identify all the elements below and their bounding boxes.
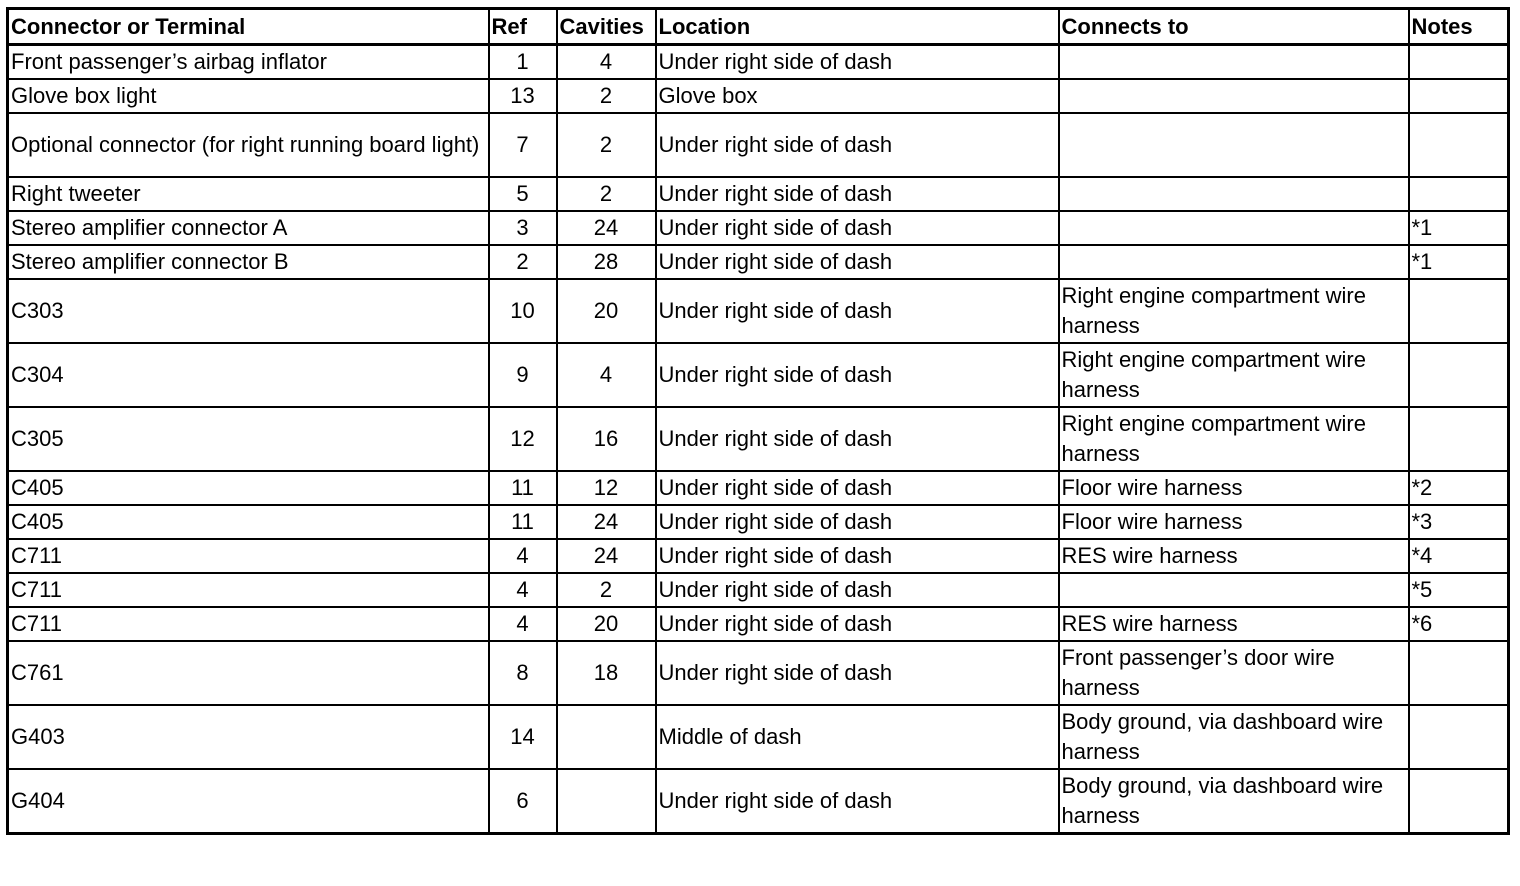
table-row bbox=[8, 343, 1509, 407]
cell-connector: Optional connector (for right running board light) bbox=[8, 113, 489, 177]
cell-location: Under right side of dash bbox=[656, 245, 1059, 279]
table-row bbox=[8, 607, 1509, 641]
table-row bbox=[8, 279, 1509, 343]
cell-connects-to bbox=[1059, 79, 1409, 113]
cell-cavities: 18 bbox=[557, 641, 656, 705]
cell-connector: C711 bbox=[8, 573, 489, 607]
cell-connects-to: Body ground, via dashboard wire harness bbox=[1059, 769, 1409, 834]
cell-notes bbox=[1409, 45, 1509, 80]
table-row bbox=[8, 407, 1509, 471]
cell-cavities: 20 bbox=[557, 279, 656, 343]
cell-cavities: 4 bbox=[557, 45, 656, 80]
cell-connects-to bbox=[1059, 211, 1409, 245]
table-body bbox=[8, 45, 1509, 834]
table-row bbox=[8, 641, 1509, 705]
cell-connector: C303 bbox=[8, 279, 489, 343]
cell-notes: *1 bbox=[1409, 211, 1509, 245]
cell-location: Under right side of dash bbox=[656, 343, 1059, 407]
cell-ref: 5 bbox=[489, 177, 557, 211]
cell-location: Under right side of dash bbox=[656, 769, 1059, 834]
cell-cavities: 24 bbox=[557, 539, 656, 573]
cell-connector: C304 bbox=[8, 343, 489, 407]
cell-connects-to: Right engine compartment wire harness bbox=[1059, 407, 1409, 471]
cell-notes: *2 bbox=[1409, 471, 1509, 505]
table-row bbox=[8, 79, 1509, 113]
cell-location: Under right side of dash bbox=[656, 641, 1059, 705]
cell-notes bbox=[1409, 177, 1509, 211]
table-row bbox=[8, 211, 1509, 245]
cell-ref: 3 bbox=[489, 211, 557, 245]
cell-connector: C711 bbox=[8, 539, 489, 573]
connector-table bbox=[6, 7, 1510, 835]
cell-location: Under right side of dash bbox=[656, 607, 1059, 641]
cell-cavities: 24 bbox=[557, 211, 656, 245]
cell-connector: C405 bbox=[8, 505, 489, 539]
cell-connects-to bbox=[1059, 177, 1409, 211]
cell-location: Under right side of dash bbox=[656, 505, 1059, 539]
cell-notes bbox=[1409, 343, 1509, 407]
table-row bbox=[8, 177, 1509, 211]
table-row bbox=[8, 573, 1509, 607]
cell-connector: Glove box light bbox=[8, 79, 489, 113]
cell-ref: 4 bbox=[489, 539, 557, 573]
table-header bbox=[8, 9, 1509, 45]
cell-cavities: 16 bbox=[557, 407, 656, 471]
cell-notes bbox=[1409, 641, 1509, 705]
cell-ref: 11 bbox=[489, 505, 557, 539]
table-row bbox=[8, 539, 1509, 573]
cell-connector: G404 bbox=[8, 769, 489, 834]
cell-cavities: 28 bbox=[557, 245, 656, 279]
cell-location: Under right side of dash bbox=[656, 45, 1059, 80]
cell-ref: 14 bbox=[489, 705, 557, 769]
cell-notes bbox=[1409, 407, 1509, 471]
cell-connects-to: Front passenger’s door wire harness bbox=[1059, 641, 1409, 705]
cell-connects-to bbox=[1059, 45, 1409, 80]
cell-location: Under right side of dash bbox=[656, 539, 1059, 573]
cell-ref: 2 bbox=[489, 245, 557, 279]
header-location: Location bbox=[656, 9, 1059, 45]
cell-notes bbox=[1409, 113, 1509, 177]
connector-table-container bbox=[6, 7, 1510, 835]
cell-ref: 6 bbox=[489, 769, 557, 834]
cell-connects-to: RES wire harness bbox=[1059, 539, 1409, 573]
cell-location: Under right side of dash bbox=[656, 211, 1059, 245]
cell-connects-to bbox=[1059, 245, 1409, 279]
cell-connects-to: Body ground, via dashboard wire harness bbox=[1059, 705, 1409, 769]
table-row bbox=[8, 45, 1509, 80]
cell-connector: C405 bbox=[8, 471, 489, 505]
cell-notes bbox=[1409, 705, 1509, 769]
cell-ref: 1 bbox=[489, 45, 557, 80]
cell-connector: C711 bbox=[8, 607, 489, 641]
cell-connects-to bbox=[1059, 113, 1409, 177]
cell-ref: 11 bbox=[489, 471, 557, 505]
cell-connector: Stereo amplifier connector A bbox=[8, 211, 489, 245]
cell-location: Middle of dash bbox=[656, 705, 1059, 769]
cell-ref: 12 bbox=[489, 407, 557, 471]
header-row bbox=[8, 9, 1509, 45]
cell-ref: 7 bbox=[489, 113, 557, 177]
cell-cavities bbox=[557, 769, 656, 834]
header-connects-to: Connects to bbox=[1059, 9, 1409, 45]
cell-notes: *4 bbox=[1409, 539, 1509, 573]
cell-location: Under right side of dash bbox=[656, 471, 1059, 505]
table-row bbox=[8, 245, 1509, 279]
cell-ref: 4 bbox=[489, 573, 557, 607]
cell-connects-to: Right engine compartment wire harness bbox=[1059, 279, 1409, 343]
cell-cavities: 24 bbox=[557, 505, 656, 539]
header-notes: Notes bbox=[1409, 9, 1509, 45]
table-row bbox=[8, 505, 1509, 539]
table-row bbox=[8, 769, 1509, 834]
cell-cavities: 4 bbox=[557, 343, 656, 407]
cell-location: Under right side of dash bbox=[656, 407, 1059, 471]
cell-connects-to: RES wire harness bbox=[1059, 607, 1409, 641]
cell-ref: 9 bbox=[489, 343, 557, 407]
cell-notes: *5 bbox=[1409, 573, 1509, 607]
cell-cavities: 2 bbox=[557, 79, 656, 113]
cell-cavities: 2 bbox=[557, 573, 656, 607]
header-cavities: Cavities bbox=[557, 9, 656, 45]
cell-connector: G403 bbox=[8, 705, 489, 769]
cell-connects-to: Floor wire harness bbox=[1059, 471, 1409, 505]
cell-ref: 10 bbox=[489, 279, 557, 343]
cell-notes: *6 bbox=[1409, 607, 1509, 641]
cell-connector: Front passenger’s airbag inflator bbox=[8, 45, 489, 80]
table-row bbox=[8, 705, 1509, 769]
cell-notes: *3 bbox=[1409, 505, 1509, 539]
header-ref: Ref bbox=[489, 9, 557, 45]
cell-location: Under right side of dash bbox=[656, 573, 1059, 607]
table-row bbox=[8, 471, 1509, 505]
cell-connects-to: Floor wire harness bbox=[1059, 505, 1409, 539]
cell-connector: Stereo amplifier connector B bbox=[8, 245, 489, 279]
cell-location: Under right side of dash bbox=[656, 279, 1059, 343]
cell-notes: *1 bbox=[1409, 245, 1509, 279]
cell-ref: 8 bbox=[489, 641, 557, 705]
cell-ref: 4 bbox=[489, 607, 557, 641]
cell-location: Glove box bbox=[656, 79, 1059, 113]
table-row bbox=[8, 113, 1509, 177]
cell-cavities: 12 bbox=[557, 471, 656, 505]
cell-connector: C305 bbox=[8, 407, 489, 471]
cell-connects-to bbox=[1059, 573, 1409, 607]
cell-cavities bbox=[557, 705, 656, 769]
cell-cavities: 20 bbox=[557, 607, 656, 641]
cell-notes bbox=[1409, 279, 1509, 343]
cell-notes bbox=[1409, 79, 1509, 113]
header-connector: Connector or Terminal bbox=[8, 9, 489, 45]
cell-ref: 13 bbox=[489, 79, 557, 113]
cell-cavities: 2 bbox=[557, 177, 656, 211]
cell-cavities: 2 bbox=[557, 113, 656, 177]
cell-connector: C761 bbox=[8, 641, 489, 705]
cell-location: Under right side of dash bbox=[656, 177, 1059, 211]
cell-connector: Right tweeter bbox=[8, 177, 489, 211]
cell-notes bbox=[1409, 769, 1509, 834]
cell-location: Under right side of dash bbox=[656, 113, 1059, 177]
cell-connects-to: Right engine compartment wire harness bbox=[1059, 343, 1409, 407]
